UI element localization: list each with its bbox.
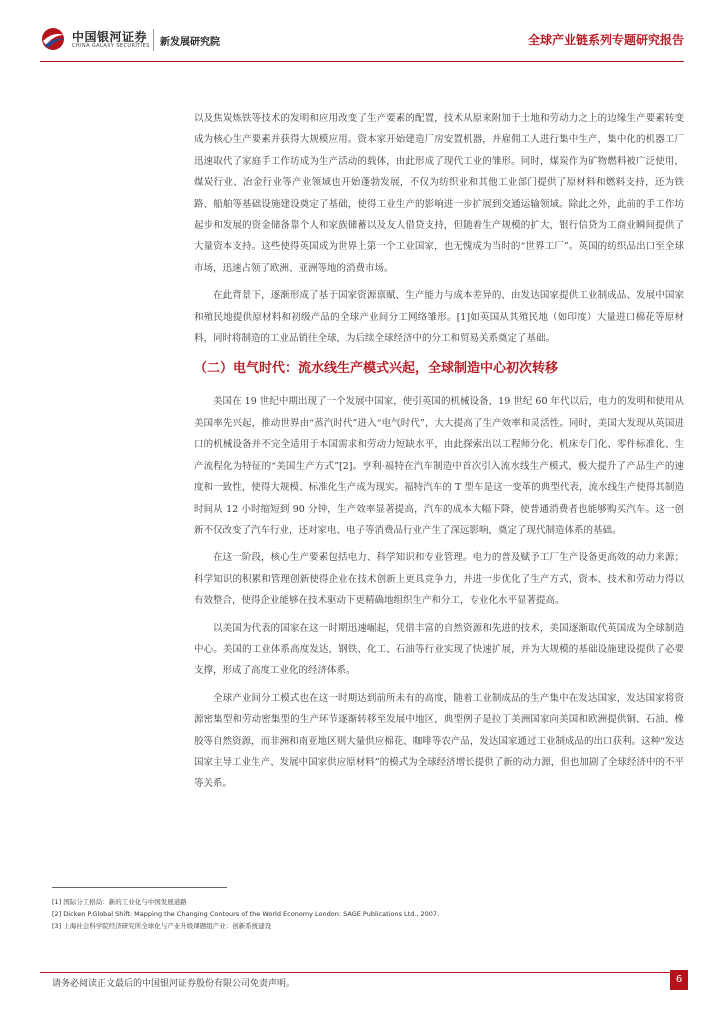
logo-separator — [153, 29, 154, 51]
footnote-divider — [52, 887, 227, 888]
paragraph-5: 以美国为代表的国家在这一时期迅速崛起，凭借丰富的自然资源和先进的技术，美国逐渐取代英国成为全球制造中心。美国的工业体系高度发达，钢铁、化工、石油等行业实现了快速扩展，并为大规模的基础设施建设提供了必要支撑，形成了高度工业化的经济体系。 — [194, 622, 684, 677]
report-series-title: 全球产业链系列专题研究报告 — [527, 33, 684, 47]
header-divider — [40, 61, 684, 62]
paragraph-2: 在此背景下，逐渐形成了基于国家资源禀赋、生产能力与成本差异的、由发达国家提供工业制成品、发展中国家和殖民地提供原材料和初级产品的全球产业间分工网络雏形。[1]如英国从其殖民地（如印度）大量进口棉花等原材料，同时将制造的工业品销往全球，为后续全球经济中的分工和贸易关系奠定了基础。 — [194, 290, 684, 345]
disclaimer-text: 请务必阅读正文最后的中国银河证券股份有限公司免责声明。 — [52, 979, 296, 989]
paragraph-6: 全球产业间分工模式也在这一时期达到前所未有的高度，随着工业制成品的生产集中在发达国家，发达国家将资源密集型和劳动密集型的生产环节逐渐转移至发展中地区，典型例子是拉丁美洲国家向美国和欧洲提供铜、石油、橡胶等自然资源，而非洲和南亚地区则大量供应棉花、咖啡等农产品，发达国家通过工业制成品的出口获利。这种“发达国家主导工业生产、发展中国家供应原材料”的模式为全球经济增长提供了新的动力源，但也加剧了全球经济中的不平等关系。 — [194, 692, 684, 790]
footnote-1: [1] 国际分工格局：新的工业化与中国发展道路 — [52, 898, 187, 906]
page-header — [0, 0, 724, 62]
paragraph-3: 美国在 19 世纪中期出现了一个发展中国家，使引英国的机械设备，19 世纪 60 年代以后，电力的发明和使用从美国率先兴起，推动世界由“蒸汽时代”进入“电气时代”，大大提高了生产效率和灵活性。同时，美国大发现从英国进口的机械设备并不完全适用于本国需求和劳动力短缺水平，由此探索出以工程师分化、机床专门化、零件标准化、生产流程化为特征的“美国生产方式”[2]。亨利·福特在汽车制造中首次引入流水线生产模式，极大提升了产品生产的速度和一致性，使得大规模、标准化生产成为现实。福特汽车的 T 型车是这一变革的典型代表，流水线生产使得其制造时间从 12 小时缩短到 90 分钟，生产效率显著提高，汽车的成本大幅下降，使普通消费者也能够购买汽车。这一创新不仅改变了汽车行业，还对家电、电子等消费品行业产生了深远影响，奠定了现代制造体系的基础。 — [194, 396, 684, 536]
galaxy-logo-icon — [40, 26, 66, 52]
footnote-2: [2] Dicken P.Global Shift: Mapping the Changing Contours of the World Economy London: SAGE Publications Ltd., 2007. — [52, 910, 440, 918]
paragraph-1: 以及焦炭炼铁等技术的发明和应用改变了生产要素的配置，技术从原来附加于土地和劳动力之上的边缘生产要素转变成为核心生产要素并获得大规模应用。资本家开始建造厂房安置机器，并雇佣工人进行集中生产，集中化的机器工厂迅速取代了家庭手工作坊成为生产活动的载体，由此形成了现代工业的雏形。同时，煤炭作为矿物燃料被广泛使用，煤炭行业、冶金行业等产业领域也开始蓬勃发展，不仅为纺织业和其他工业部门提供了原材料和燃料支持，还为铁路、船舶等基础设施建设奠定了基础，使得工业生产的影响进一步扩展到交通运输领域。除此之外，此前的手工作坊起步和发展的资金储备靠个人和家族储蓄以及友人借贷支持，但随着生产规模的扩大，银行信贷为工商业瞬间提供了大量资本支持。这些使得英国成为世界上第一个工业国家，也无愧成为当时的“世界工厂”。英国的纺织品出口至全球市场，迅速占领了欧洲、亚洲等地的消费市场。 — [194, 113, 684, 274]
paragraph-4: 在这一阶段，核心生产要素包括电力、科学知识和专业管理。电力的普及赋予工厂生产设备更高效的动力来源；科学知识的积累和管理创新使得企业在技术创新上更具竞争力，并进一步优化了生产方式，资本、技术和劳动力得以有效整合，使得企业能够在技术驱动下更精确地组织生产和分工，专业化水平显著提高。 — [194, 552, 684, 607]
logo-chinese-name: 中国银河证券 — [72, 30, 148, 44]
institute-name: 新发展研究院 — [160, 37, 220, 48]
page-number: 6 — [670, 970, 688, 990]
document-body — [194, 108, 684, 801]
footnotes — [52, 887, 684, 932]
section-heading: （二）电气时代：流水线生产模式兴起，全球制造中心初次转移 — [194, 361, 559, 377]
footer-divider — [40, 972, 684, 973]
logo-english-name: CHINA GALAXY SECURITIES — [72, 43, 150, 49]
footnote-3: [3] 上海社会科学院经济研究所全球化与产业升级课题组产业：创新系统建设 — [52, 922, 272, 930]
